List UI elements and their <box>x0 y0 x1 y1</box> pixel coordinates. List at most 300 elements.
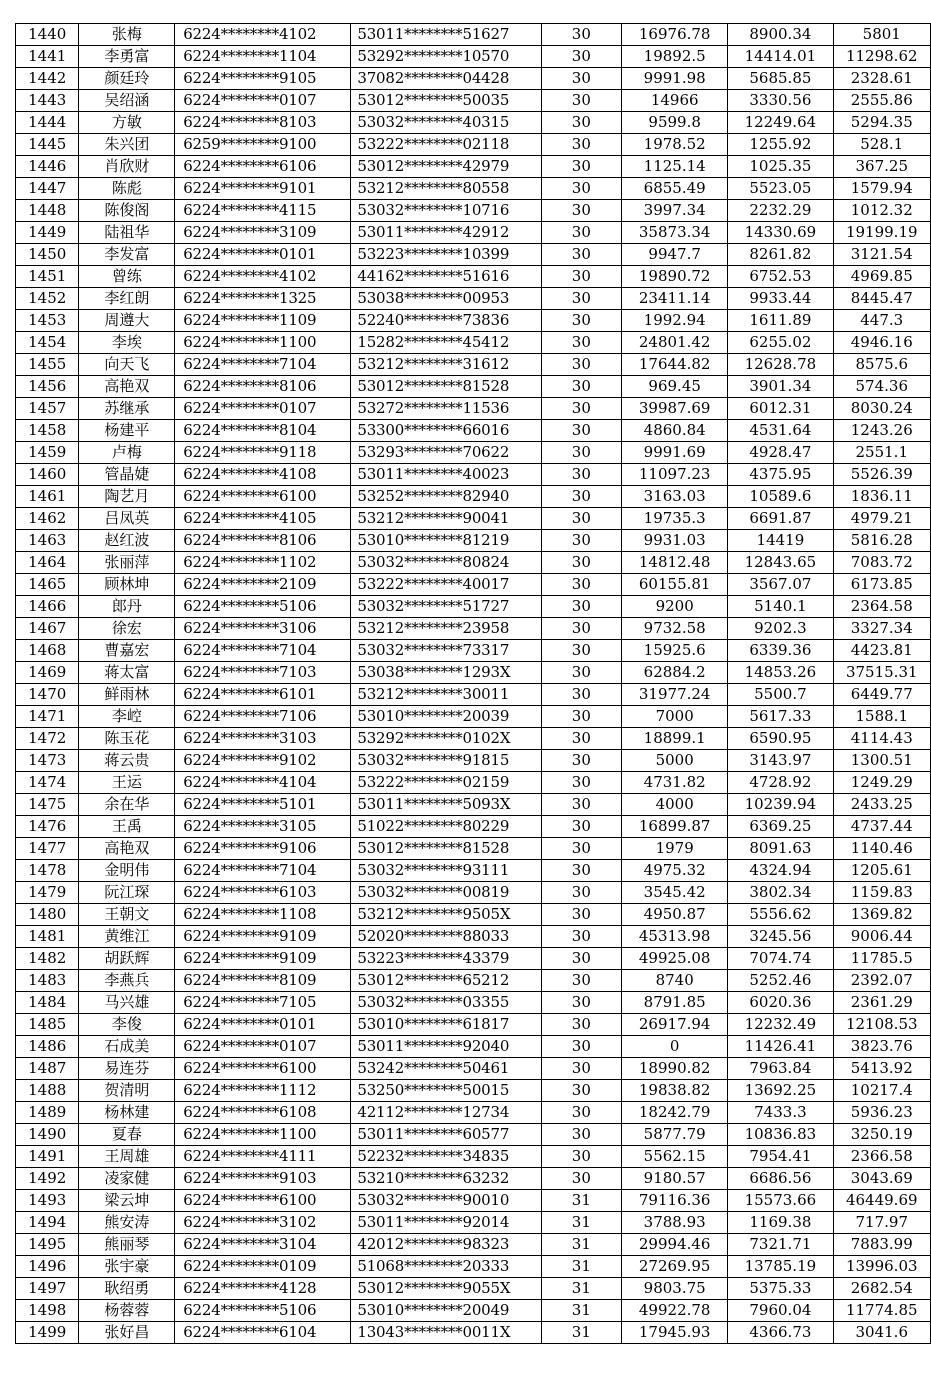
row-number-cell: 1440 <box>16 24 79 46</box>
name-cell: 石成美 <box>79 1036 175 1058</box>
row-number-cell: 1472 <box>16 728 79 750</box>
id-number-cell: 53011********92014 <box>351 1212 541 1234</box>
table-row <box>16 464 931 486</box>
count-cell: 30 <box>541 46 621 68</box>
count-cell: 30 <box>541 178 621 200</box>
amount-cell-1: 19735.3 <box>622 508 728 530</box>
amount-cell-2: 12232.49 <box>728 1014 833 1036</box>
amount-cell-3: 2392.07 <box>833 970 931 992</box>
amount-cell-3: 2328.61 <box>833 68 931 90</box>
name-cell: 王朝文 <box>79 904 175 926</box>
table-row <box>16 838 931 860</box>
bank-card-cell: 6224********4111 <box>175 1146 351 1168</box>
amount-cell-1: 17644.82 <box>622 354 728 376</box>
table-row <box>16 992 931 1014</box>
amount-cell-3: 447.3 <box>833 310 931 332</box>
row-number-cell: 1484 <box>16 992 79 1014</box>
amount-cell-3: 1205.61 <box>833 860 931 882</box>
amount-cell-3: 4737.44 <box>833 816 931 838</box>
id-number-cell: 53010********81219 <box>351 530 541 552</box>
amount-cell-3: 3250.19 <box>833 1124 931 1146</box>
table-row <box>16 1014 931 1036</box>
bank-card-cell: 6224********9109 <box>175 948 351 970</box>
id-number-cell: 53222********02118 <box>351 134 541 156</box>
table-row <box>16 552 931 574</box>
table-row <box>16 1146 931 1168</box>
row-number-cell: 1464 <box>16 552 79 574</box>
row-number-cell: 1476 <box>16 816 79 838</box>
id-number-cell: 53038********1293X <box>351 662 541 684</box>
name-cell: 顾林坤 <box>79 574 175 596</box>
amount-cell-3: 4979.21 <box>833 508 931 530</box>
id-number-cell: 42112********12734 <box>351 1102 541 1124</box>
id-number-cell: 53252********82940 <box>351 486 541 508</box>
count-cell: 30 <box>541 1168 621 1190</box>
count-cell: 30 <box>541 662 621 684</box>
amount-cell-3: 13996.03 <box>833 1256 931 1278</box>
name-cell: 郎丹 <box>79 596 175 618</box>
amount-cell-1: 16976.78 <box>622 24 728 46</box>
id-number-cell: 53012********42979 <box>351 156 541 178</box>
name-cell: 张好昌 <box>79 1322 175 1344</box>
name-cell: 熊丽琴 <box>79 1234 175 1256</box>
amount-cell-3: 11298.62 <box>833 46 931 68</box>
amount-cell-1: 26917.94 <box>622 1014 728 1036</box>
amount-cell-2: 4375.95 <box>728 464 833 486</box>
amount-cell-1: 5000 <box>622 750 728 772</box>
name-cell: 赵红波 <box>79 530 175 552</box>
table-row <box>16 1212 931 1234</box>
amount-cell-1: 19838.82 <box>622 1080 728 1102</box>
amount-cell-1: 9180.57 <box>622 1168 728 1190</box>
table-row <box>16 970 931 992</box>
name-cell: 王运 <box>79 772 175 794</box>
name-cell: 徐宏 <box>79 618 175 640</box>
row-number-cell: 1450 <box>16 244 79 266</box>
amount-cell-3: 5801 <box>833 24 931 46</box>
row-number-cell: 1483 <box>16 970 79 992</box>
row-number-cell: 1488 <box>16 1080 79 1102</box>
bank-card-cell: 6224********5106 <box>175 596 351 618</box>
table-row <box>16 1036 931 1058</box>
amount-cell-2: 10589.6 <box>728 486 833 508</box>
amount-cell-3: 7083.72 <box>833 552 931 574</box>
amount-cell-2: 3330.56 <box>728 90 833 112</box>
amount-cell-3: 2555.86 <box>833 90 931 112</box>
name-cell: 陶艺月 <box>79 486 175 508</box>
row-number-cell: 1462 <box>16 508 79 530</box>
count-cell: 30 <box>541 1102 621 1124</box>
name-cell: 方敏 <box>79 112 175 134</box>
amount-cell-1: 19890.72 <box>622 266 728 288</box>
name-cell: 高艳双 <box>79 376 175 398</box>
table-row <box>16 1234 931 1256</box>
count-cell: 30 <box>541 618 621 640</box>
row-number-cell: 1474 <box>16 772 79 794</box>
amount-cell-1: 4731.82 <box>622 772 728 794</box>
amount-cell-2: 7963.84 <box>728 1058 833 1080</box>
bank-card-cell: 6224********9118 <box>175 442 351 464</box>
amount-cell-1: 18242.79 <box>622 1102 728 1124</box>
id-number-cell: 13043********0011X <box>351 1322 541 1344</box>
amount-cell-1: 9931.03 <box>622 530 728 552</box>
row-number-cell: 1459 <box>16 442 79 464</box>
name-cell: 余在华 <box>79 794 175 816</box>
bank-card-cell: 6224********4105 <box>175 508 351 530</box>
row-number-cell: 1490 <box>16 1124 79 1146</box>
name-cell: 张梅 <box>79 24 175 46</box>
amount-cell-2: 5252.46 <box>728 970 833 992</box>
bank-card-cell: 6224********9105 <box>175 68 351 90</box>
name-cell: 陈俊阁 <box>79 200 175 222</box>
row-number-cell: 1499 <box>16 1322 79 1344</box>
id-number-cell: 53010********61817 <box>351 1014 541 1036</box>
count-cell: 30 <box>541 1014 621 1036</box>
id-number-cell: 53012********9055X <box>351 1278 541 1300</box>
amount-cell-3: 12108.53 <box>833 1014 931 1036</box>
amount-cell-3: 1243.26 <box>833 420 931 442</box>
bank-card-cell: 6224********6104 <box>175 1322 351 1344</box>
table-row <box>16 90 931 112</box>
id-number-cell: 53011********92040 <box>351 1036 541 1058</box>
amount-cell-2: 6590.95 <box>728 728 833 750</box>
table-row <box>16 134 931 156</box>
amount-cell-2: 6686.56 <box>728 1168 833 1190</box>
id-number-cell: 53222********02159 <box>351 772 541 794</box>
id-number-cell: 53011********40023 <box>351 464 541 486</box>
row-number-cell: 1452 <box>16 288 79 310</box>
count-cell: 30 <box>541 684 621 706</box>
id-number-cell: 53210********63232 <box>351 1168 541 1190</box>
amount-cell-3: 3121.54 <box>833 244 931 266</box>
amount-cell-2: 14419 <box>728 530 833 552</box>
amount-cell-1: 9732.58 <box>622 618 728 640</box>
table-row <box>16 310 931 332</box>
name-cell: 陈玉花 <box>79 728 175 750</box>
bank-card-cell: 6224********3106 <box>175 618 351 640</box>
name-cell: 张丽萍 <box>79 552 175 574</box>
bank-card-cell: 6224********1325 <box>175 288 351 310</box>
row-number-cell: 1449 <box>16 222 79 244</box>
name-cell: 王禹 <box>79 816 175 838</box>
count-cell: 30 <box>541 288 621 310</box>
row-number-cell: 1460 <box>16 464 79 486</box>
amount-cell-1: 1979 <box>622 838 728 860</box>
amount-cell-1: 9803.75 <box>622 1278 728 1300</box>
row-number-cell: 1480 <box>16 904 79 926</box>
count-cell: 30 <box>541 1080 621 1102</box>
count-cell: 31 <box>541 1190 621 1212</box>
id-number-cell: 52020********88033 <box>351 926 541 948</box>
name-cell: 李发富 <box>79 244 175 266</box>
bank-card-cell: 6224********6103 <box>175 882 351 904</box>
amount-cell-2: 12249.64 <box>728 112 833 134</box>
amount-cell-1: 9200 <box>622 596 728 618</box>
name-cell: 王周雄 <box>79 1146 175 1168</box>
id-number-cell: 53212********9505X <box>351 904 541 926</box>
row-number-cell: 1493 <box>16 1190 79 1212</box>
id-number-cell: 53212********23958 <box>351 618 541 640</box>
bank-card-cell: 6224********0107 <box>175 90 351 112</box>
amount-cell-1: 9599.8 <box>622 112 728 134</box>
table-row <box>16 794 931 816</box>
amount-cell-3: 1159.83 <box>833 882 931 904</box>
amount-cell-3: 9006.44 <box>833 926 931 948</box>
id-number-cell: 53010********20039 <box>351 706 541 728</box>
amount-cell-2: 6255.02 <box>728 332 833 354</box>
amount-cell-2: 4531.64 <box>728 420 833 442</box>
amount-cell-3: 5294.35 <box>833 112 931 134</box>
name-cell: 熊安涛 <box>79 1212 175 1234</box>
amount-cell-2: 8900.34 <box>728 24 833 46</box>
amount-cell-2: 3567.07 <box>728 574 833 596</box>
amount-cell-3: 4969.85 <box>833 266 931 288</box>
row-number-cell: 1487 <box>16 1058 79 1080</box>
amount-cell-3: 528.1 <box>833 134 931 156</box>
name-cell: 凌家健 <box>79 1168 175 1190</box>
amount-cell-2: 10836.83 <box>728 1124 833 1146</box>
count-cell: 30 <box>541 838 621 860</box>
count-cell: 30 <box>541 860 621 882</box>
name-cell: 向天飞 <box>79 354 175 376</box>
bank-card-cell: 6224********5101 <box>175 794 351 816</box>
count-cell: 30 <box>541 640 621 662</box>
id-number-cell: 51022********80229 <box>351 816 541 838</box>
amount-cell-1: 7000 <box>622 706 728 728</box>
amount-cell-3: 1300.51 <box>833 750 931 772</box>
name-cell: 曾练 <box>79 266 175 288</box>
table-row <box>16 728 931 750</box>
amount-cell-1: 5562.15 <box>622 1146 728 1168</box>
id-number-cell: 53292********10570 <box>351 46 541 68</box>
table-row <box>16 244 931 266</box>
bank-card-cell: 6224********3105 <box>175 816 351 838</box>
amount-cell-2: 5556.62 <box>728 904 833 926</box>
table-row <box>16 816 931 838</box>
amount-cell-1: 24801.42 <box>622 332 728 354</box>
count-cell: 30 <box>541 904 621 926</box>
bank-card-cell: 6224********7105 <box>175 992 351 1014</box>
amount-cell-3: 1249.29 <box>833 772 931 794</box>
amount-cell-2: 3245.56 <box>728 926 833 948</box>
amount-cell-1: 15925.6 <box>622 640 728 662</box>
amount-cell-3: 2682.54 <box>833 1278 931 1300</box>
count-cell: 30 <box>541 442 621 464</box>
count-cell: 31 <box>541 1322 621 1344</box>
amount-cell-2: 7433.3 <box>728 1102 833 1124</box>
name-cell: 卢梅 <box>79 442 175 464</box>
name-cell: 肖欣财 <box>79 156 175 178</box>
table-row <box>16 288 931 310</box>
amount-cell-2: 8091.63 <box>728 838 833 860</box>
row-number-cell: 1443 <box>16 90 79 112</box>
amount-cell-2: 5617.33 <box>728 706 833 728</box>
name-cell: 马兴雄 <box>79 992 175 1014</box>
bank-card-cell: 6224********3102 <box>175 1212 351 1234</box>
name-cell: 高艳双 <box>79 838 175 860</box>
amount-cell-1: 9991.98 <box>622 68 728 90</box>
amount-cell-1: 9991.69 <box>622 442 728 464</box>
amount-cell-2: 5500.7 <box>728 684 833 706</box>
row-number-cell: 1494 <box>16 1212 79 1234</box>
amount-cell-3: 5526.39 <box>833 464 931 486</box>
row-number-cell: 1446 <box>16 156 79 178</box>
bank-card-cell: 6224********8106 <box>175 530 351 552</box>
amount-cell-2: 1611.89 <box>728 310 833 332</box>
count-cell: 30 <box>541 882 621 904</box>
amount-cell-2: 7954.41 <box>728 1146 833 1168</box>
table-row <box>16 772 931 794</box>
amount-cell-2: 10239.94 <box>728 794 833 816</box>
count-cell: 30 <box>541 200 621 222</box>
amount-cell-2: 4324.94 <box>728 860 833 882</box>
row-number-cell: 1445 <box>16 134 79 156</box>
amount-cell-3: 2366.58 <box>833 1146 931 1168</box>
table-row <box>16 24 931 46</box>
count-cell: 30 <box>541 1146 621 1168</box>
amount-cell-3: 367.25 <box>833 156 931 178</box>
row-number-cell: 1498 <box>16 1300 79 1322</box>
table-row <box>16 68 931 90</box>
id-number-cell: 53212********80558 <box>351 178 541 200</box>
bank-card-cell: 6224********8106 <box>175 376 351 398</box>
id-number-cell: 53012********81528 <box>351 376 541 398</box>
count-cell: 30 <box>541 134 621 156</box>
amount-cell-3: 2364.58 <box>833 596 931 618</box>
amount-cell-2: 2232.29 <box>728 200 833 222</box>
bank-card-cell: 6224********1100 <box>175 332 351 354</box>
count-cell: 30 <box>541 530 621 552</box>
count-cell: 30 <box>541 750 621 772</box>
table-row <box>16 354 931 376</box>
id-number-cell: 44162********51616 <box>351 266 541 288</box>
count-cell: 30 <box>541 112 621 134</box>
bank-card-cell: 6224********4102 <box>175 266 351 288</box>
amount-cell-3: 11785.5 <box>833 948 931 970</box>
amount-cell-1: 23411.14 <box>622 288 728 310</box>
bank-card-cell: 6224********0101 <box>175 1014 351 1036</box>
row-number-cell: 1468 <box>16 640 79 662</box>
amount-cell-2: 9202.3 <box>728 618 833 640</box>
name-cell: 张宇豪 <box>79 1256 175 1278</box>
table-row <box>16 486 931 508</box>
amount-cell-2: 5375.33 <box>728 1278 833 1300</box>
amount-cell-3: 2551.1 <box>833 442 931 464</box>
id-number-cell: 53011********42912 <box>351 222 541 244</box>
amount-cell-2: 14853.26 <box>728 662 833 684</box>
count-cell: 31 <box>541 1300 621 1322</box>
row-number-cell: 1451 <box>16 266 79 288</box>
id-number-cell: 53212********30011 <box>351 684 541 706</box>
bank-card-cell: 6224********9109 <box>175 926 351 948</box>
row-number-cell: 1456 <box>16 376 79 398</box>
id-number-cell: 53293********70622 <box>351 442 541 464</box>
amount-cell-1: 39987.69 <box>622 398 728 420</box>
count-cell: 30 <box>541 310 621 332</box>
bank-card-cell: 6224********1104 <box>175 46 351 68</box>
name-cell: 蒋云贵 <box>79 750 175 772</box>
amount-cell-3: 5413.92 <box>833 1058 931 1080</box>
amount-cell-2: 6012.31 <box>728 398 833 420</box>
amount-cell-3: 1588.1 <box>833 706 931 728</box>
amount-cell-1: 17945.93 <box>622 1322 728 1344</box>
amount-cell-2: 3802.34 <box>728 882 833 904</box>
amount-cell-1: 49925.08 <box>622 948 728 970</box>
row-number-cell: 1442 <box>16 68 79 90</box>
count-cell: 30 <box>541 420 621 442</box>
bank-card-cell: 6224********0101 <box>175 244 351 266</box>
count-cell: 30 <box>541 574 621 596</box>
amount-cell-2: 11426.41 <box>728 1036 833 1058</box>
id-number-cell: 53012********50035 <box>351 90 541 112</box>
amount-cell-3: 2361.29 <box>833 992 931 1014</box>
count-cell: 30 <box>541 332 621 354</box>
amount-cell-1: 19892.5 <box>622 46 728 68</box>
table-row <box>16 596 931 618</box>
table-row <box>16 1058 931 1080</box>
bank-card-cell: 6224********8104 <box>175 420 351 442</box>
count-cell: 30 <box>541 24 621 46</box>
bank-card-cell: 6224********0107 <box>175 1036 351 1058</box>
bank-card-cell: 6224********7104 <box>175 640 351 662</box>
table-row <box>16 1278 931 1300</box>
amount-cell-1: 9947.7 <box>622 244 728 266</box>
amount-cell-1: 3788.93 <box>622 1212 728 1234</box>
table-row <box>16 1080 931 1102</box>
name-cell: 胡跃辉 <box>79 948 175 970</box>
table-row <box>16 376 931 398</box>
row-number-cell: 1458 <box>16 420 79 442</box>
amount-cell-3: 4114.43 <box>833 728 931 750</box>
amount-cell-1: 62884.2 <box>622 662 728 684</box>
id-number-cell: 53223********43379 <box>351 948 541 970</box>
amount-cell-1: 4975.32 <box>622 860 728 882</box>
amount-cell-2: 4366.73 <box>728 1322 833 1344</box>
row-number-cell: 1482 <box>16 948 79 970</box>
id-number-cell: 53032********90010 <box>351 1190 541 1212</box>
name-cell: 杨蓉蓉 <box>79 1300 175 1322</box>
table-row <box>16 442 931 464</box>
count-cell: 30 <box>541 772 621 794</box>
bank-card-cell: 6224********6100 <box>175 1190 351 1212</box>
table-row <box>16 618 931 640</box>
amount-cell-1: 14812.48 <box>622 552 728 574</box>
amount-cell-2: 5523.05 <box>728 178 833 200</box>
amount-cell-1: 49922.78 <box>622 1300 728 1322</box>
bank-card-cell: 6224********7106 <box>175 706 351 728</box>
amount-cell-2: 1255.92 <box>728 134 833 156</box>
count-cell: 30 <box>541 90 621 112</box>
amount-cell-1: 16899.87 <box>622 816 728 838</box>
row-number-cell: 1475 <box>16 794 79 816</box>
row-number-cell: 1454 <box>16 332 79 354</box>
id-number-cell: 53223********10399 <box>351 244 541 266</box>
table-row <box>16 1102 931 1124</box>
id-number-cell: 53300********66016 <box>351 420 541 442</box>
amount-cell-1: 18899.1 <box>622 728 728 750</box>
name-cell: 夏春 <box>79 1124 175 1146</box>
count-cell: 30 <box>541 1058 621 1080</box>
name-cell: 耿绍勇 <box>79 1278 175 1300</box>
amount-cell-1: 31977.24 <box>622 684 728 706</box>
count-cell: 30 <box>541 156 621 178</box>
amount-cell-2: 4728.92 <box>728 772 833 794</box>
id-number-cell: 53242********50461 <box>351 1058 541 1080</box>
amount-cell-3: 1369.82 <box>833 904 931 926</box>
amount-cell-1: 4000 <box>622 794 728 816</box>
count-cell: 30 <box>541 728 621 750</box>
bank-card-cell: 6224********1100 <box>175 1124 351 1146</box>
